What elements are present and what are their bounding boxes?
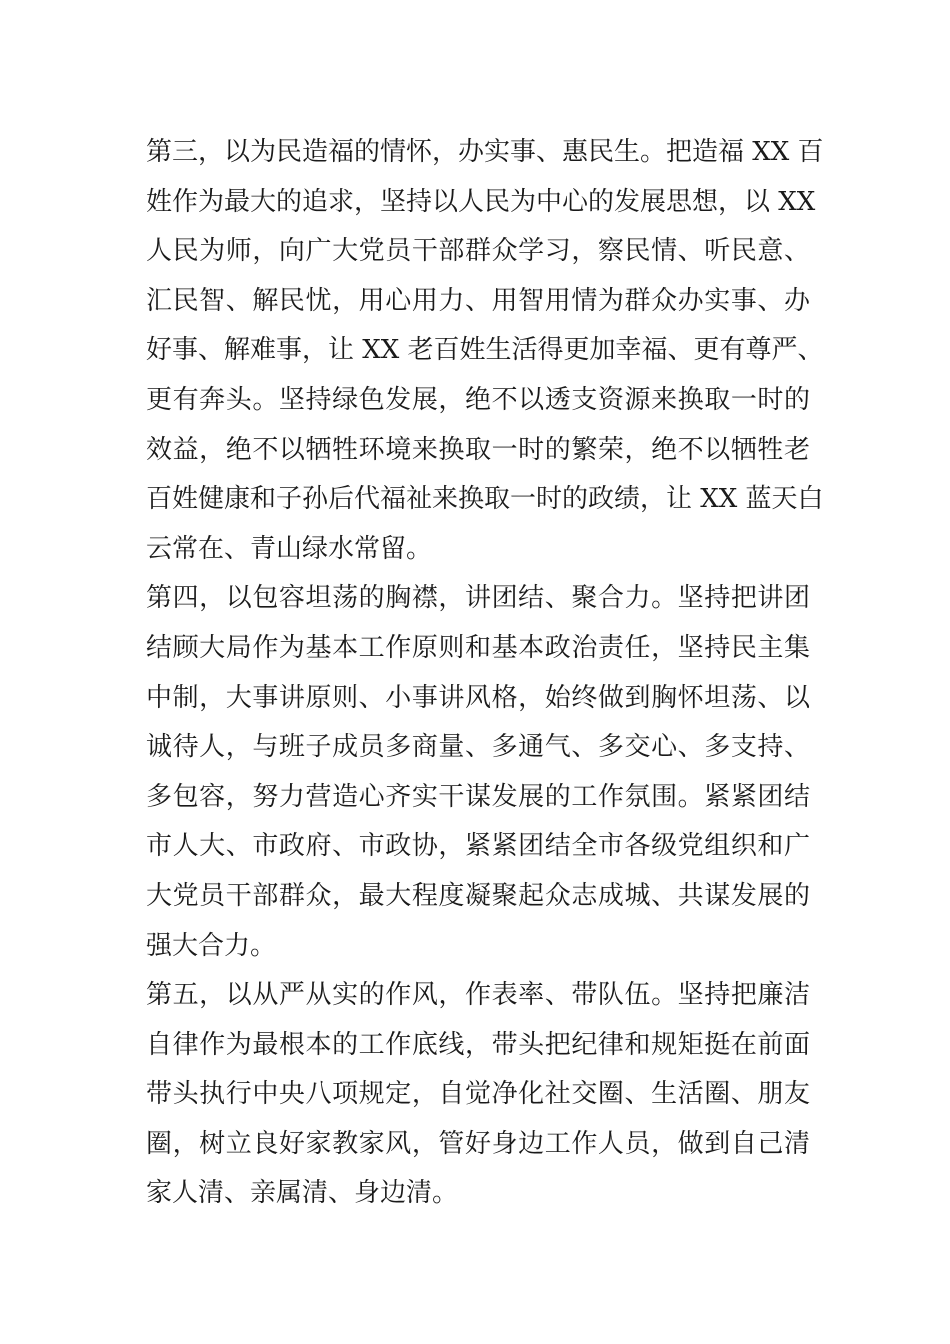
document-body xyxy=(146,128,824,1219)
paragraph-4 xyxy=(146,574,810,971)
paragraph-5 xyxy=(146,971,810,1219)
text-line: 圈，树立良好家教家风，管好身边工作人员，做到自己清 xyxy=(146,1128,810,1159)
text-line: 姓作为最大的追求，坚持以人民为中心的发展思想，以 XX xyxy=(146,186,816,217)
text-line: 百姓健康和子孙后代福祉来换取一时的政绩，让 XX 蓝天白 xyxy=(146,484,824,515)
text-line: 效益，绝不以牺牲环境来换取一时的繁荣，绝不以牺牲老 xyxy=(146,434,810,465)
text-line: 汇民智、解民忧，用心用力、用智用情为群众办实事、办 xyxy=(146,285,810,316)
text-line: 带头执行中央八项规定，自觉净化社交圈、生活圈、朋友 xyxy=(146,1079,810,1110)
text-line: 第四，以包容坦荡的胸襟，讲团结、聚合力。坚持把讲团 xyxy=(146,583,810,614)
text-line: 第三，以为民造福的情怀，办实事、惠民生。把造福 XX 百 xyxy=(146,137,824,167)
text-line: 强大合力。 xyxy=(146,930,277,961)
text-line: 更有奔头。坚持绿色发展，绝不以透支资源来换取一时的 xyxy=(146,384,810,415)
paragraph-3 xyxy=(146,128,824,574)
text-line: 大党员干部群众，最大程度凝聚起众志成城、共谋发展的 xyxy=(146,880,810,911)
text-line: 多包容，努力营造心齐实干谋发展的工作氛围。紧紧团结 xyxy=(146,781,810,812)
text-line: 中制，大事讲原则、小事讲风格，始终做到胸怀坦荡、以 xyxy=(146,682,810,713)
text-line: 结顾大局作为基本工作原则和基本政治责任，坚持民主集 xyxy=(146,632,810,663)
text-line: 人民为师，向广大党员干部群众学习，察民情、听民意、 xyxy=(146,236,810,267)
text-line: 第五，以从严从实的作风，作表率、带队伍。坚持把廉洁 xyxy=(146,980,810,1011)
text-line: 云常在、青山绿水常留。 xyxy=(146,533,433,564)
text-line: 市人大、市政府、市政协，紧紧团结全市各级党组织和广 xyxy=(146,831,810,862)
text-line: 自律作为最根本的工作底线，带头把纪律和规矩挺在前面 xyxy=(146,1029,810,1060)
text-line: 好事、解难事，让 XX 老百姓生活得更加幸福、更有尊严、 xyxy=(146,335,824,366)
text-line: 家人清、亲属清、身边清。 xyxy=(146,1178,459,1209)
text-line: 诚待人，与班子成员多商量、多通气、多交心、多支持、 xyxy=(146,732,810,763)
